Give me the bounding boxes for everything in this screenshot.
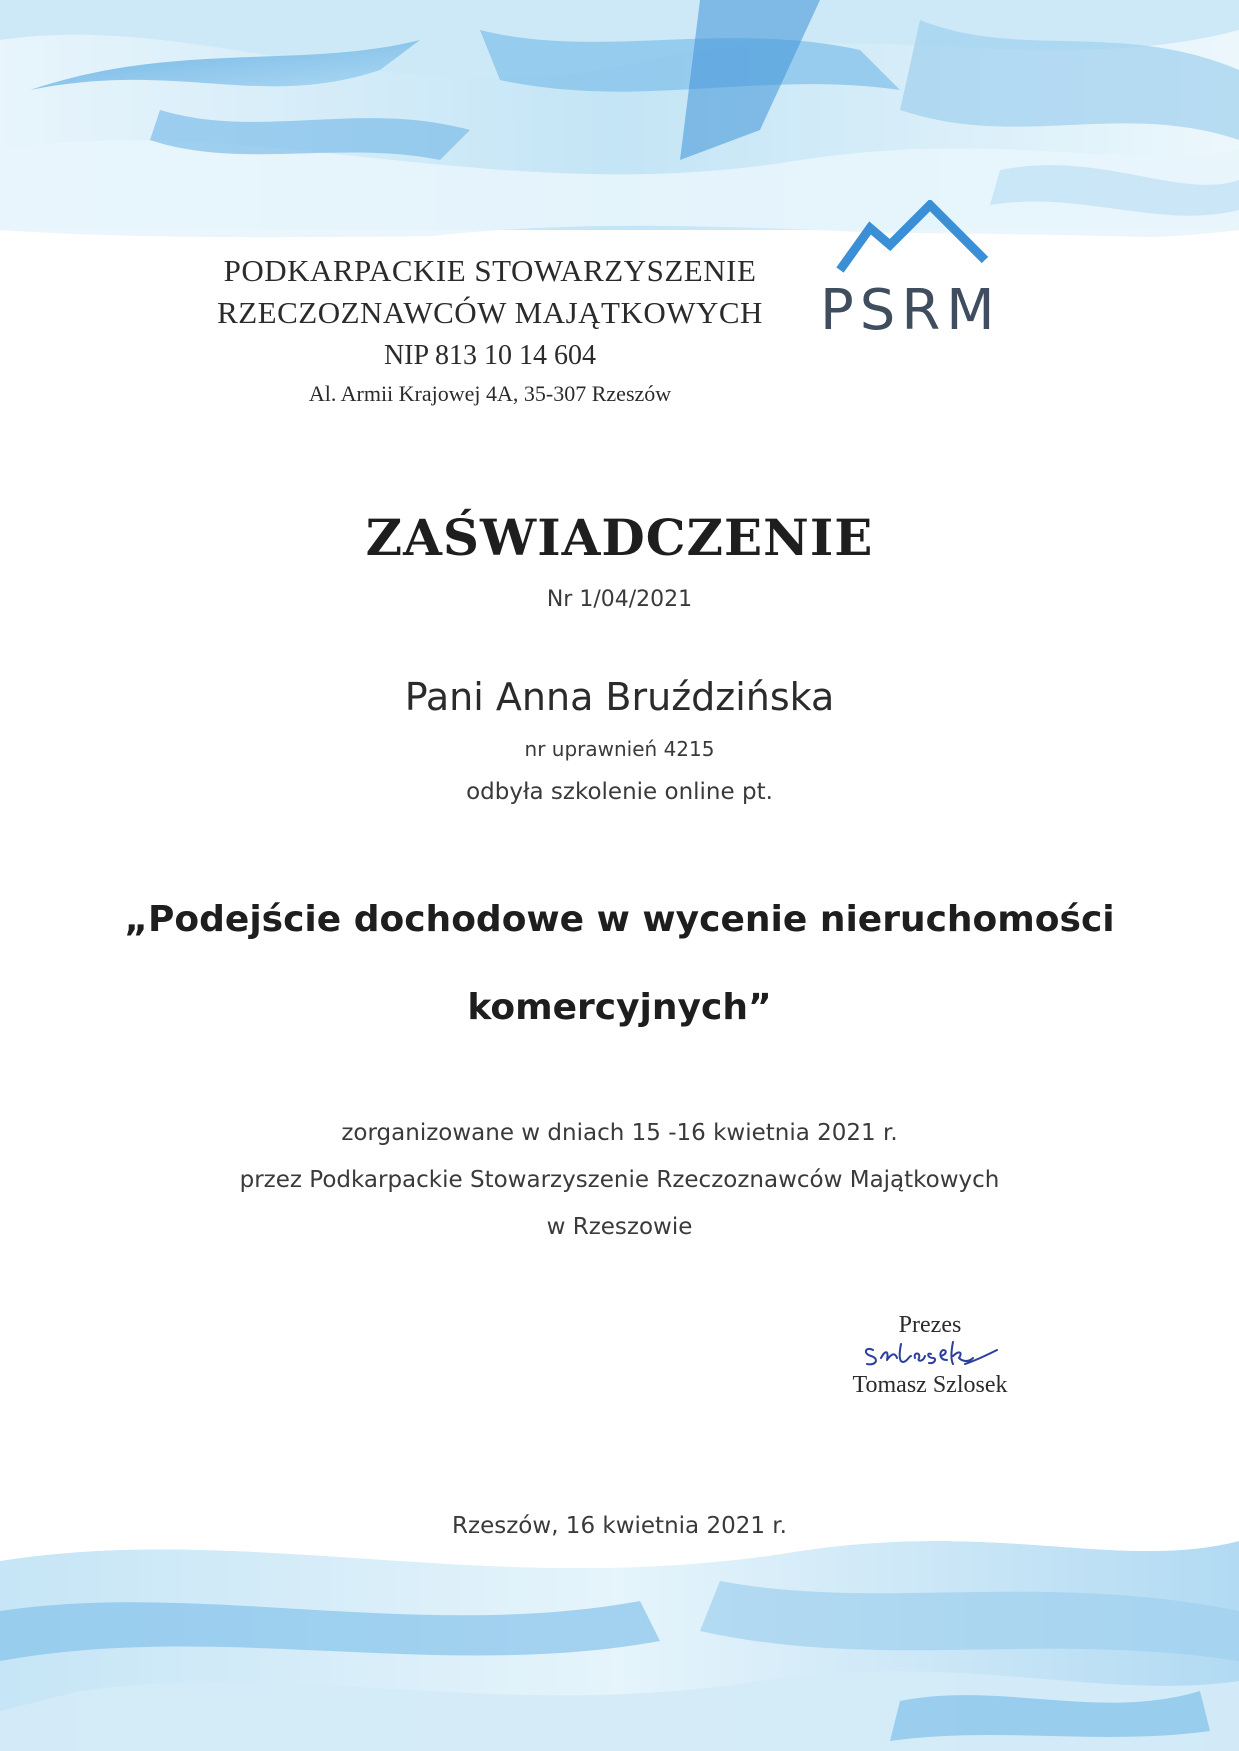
logo-text: PSRM [820,278,1001,343]
organization-address: Al. Armii Krajowej 4A, 35-307 Rzeszów [308,381,672,406]
place-and-date: Rzeszów, 16 kwietnia 2021 r. [452,1513,787,1539]
handwritten-signature [855,1336,1005,1372]
course-title-line-1: „Podejście dochodowe w wycenie nieruchomości [124,899,1115,940]
signatory-role: Prezes [898,1312,962,1338]
license-number: nr uprawnień 4215 [524,737,715,761]
psrm-logo [820,200,1020,360]
organization-header [170,250,810,412]
completion-statement: odbyła szkolenie online pt. [466,779,773,805]
recipient-name: Pani Anna Bruździńska [404,675,835,719]
signature-block [820,1310,1040,1400]
certificate-title: ZAŚWIADCZENIE [365,508,874,567]
organization-name-line-2: RZECZOZNAWCÓW MAJĄTKOWYCH [217,295,763,330]
organization-name-line-1: PODKARPACKIE STOWARZYSZENIE [223,253,757,288]
organization-nip: NIP 813 10 14 604 [383,340,597,371]
organizer-city: w Rzeszowie [546,1214,693,1240]
organized-dates: zorganizowane w dniach 15 -16 kwietnia 2021 r. [341,1120,898,1146]
signatory-name: Tomasz Szlosek [852,1372,1008,1398]
mountain-icon [820,200,1020,290]
organizer-name: przez Podkarpackie Stowarzyszenie Rzeczoznawców Majątkowych [239,1167,1000,1193]
course-title-line-2: komercyjnych” [467,987,772,1028]
organizer-details [0,1110,1239,1251]
certificate-number: Nr 1/04/2021 [546,587,693,612]
course-title [0,876,1239,1052]
